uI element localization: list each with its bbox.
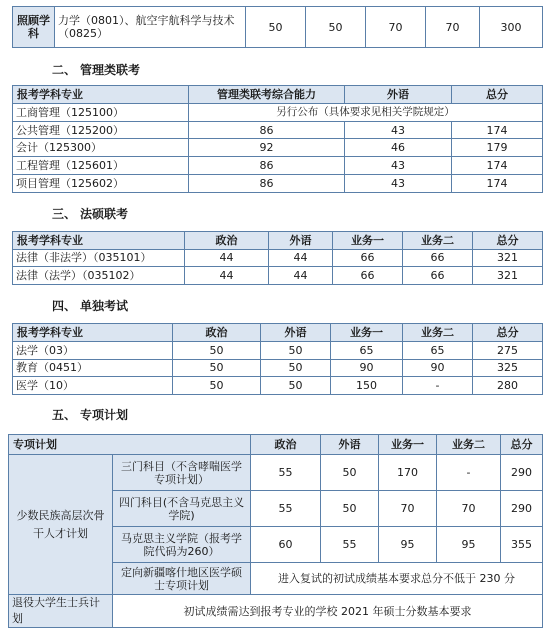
cell-score: 50 [261, 341, 331, 359]
header-total: 总分 [452, 86, 543, 104]
cell-score: 95 [379, 527, 437, 563]
table-row [13, 377, 543, 395]
table-row [13, 341, 543, 359]
header-subject-one: 业务一 [379, 435, 437, 455]
header-comprehensive: 管理类联考综合能力 [189, 86, 345, 104]
cell-score: 50 [261, 359, 331, 377]
cell-major: 医学（10） [13, 377, 173, 395]
header-foreign-language: 外语 [345, 86, 452, 104]
header-subject-one: 业务一 [331, 324, 403, 342]
cell-subject-category: 照顾学科 [13, 7, 55, 48]
cell-requirement-note: 进入复试的初试成绩基本要求总分不低于 230 分 [251, 563, 543, 595]
table-row [13, 139, 543, 157]
cell-total: 174 [452, 121, 543, 139]
table-row [13, 249, 543, 267]
section-heading-2 [52, 61, 140, 78]
header-major: 报考学科专业 [13, 232, 185, 250]
header-foreign-language: 外语 [269, 232, 333, 250]
cell-major: 法律（法学）（035102） [13, 267, 185, 285]
section-heading-5 [52, 406, 128, 423]
table-row [13, 175, 543, 193]
cell-politics: 50 [246, 7, 306, 48]
table-row [13, 7, 543, 48]
header-foreign-language: 外语 [261, 324, 331, 342]
section-number: 四、 [52, 299, 77, 313]
cell-score: 43 [345, 157, 452, 175]
header-total: 总分 [501, 435, 543, 455]
cell-score: - [437, 455, 501, 491]
table-row [13, 121, 543, 139]
cell-score: 50 [261, 377, 331, 395]
cell-score: 86 [189, 121, 345, 139]
section-title: 管理类联考 [80, 63, 141, 77]
cell-score: 44 [185, 267, 269, 285]
cell-major: 教育（0451） [13, 359, 173, 377]
cell-total: 290 [501, 455, 543, 491]
header-total: 总分 [473, 324, 543, 342]
cell-score: 65 [331, 341, 403, 359]
cell-plan-type: 定向新疆喀什地区医学硕士专项计划 [113, 563, 251, 595]
table-header-row [9, 435, 543, 455]
cell-score: 170 [379, 455, 437, 491]
header-subject-two: 业务二 [403, 324, 473, 342]
table-header-row [13, 324, 543, 342]
table-row [13, 157, 543, 175]
cell-plan-type: 四门科目(不含马克思主义学院) [113, 491, 251, 527]
cell-score: 50 [321, 491, 379, 527]
table-row [9, 455, 543, 491]
cell-score: 65 [403, 341, 473, 359]
cell-score: 70 [379, 491, 437, 527]
cell-score: 66 [333, 249, 403, 267]
cell-plan-group: 少数民族高层次骨干人才计划 [9, 455, 113, 595]
cell-subject-one: 70 [366, 7, 426, 48]
section-title: 法硕联考 [80, 207, 129, 221]
cell-score: 95 [437, 527, 501, 563]
cell-score: 86 [189, 157, 345, 175]
cell-total: 321 [473, 267, 543, 285]
table-header-row [13, 232, 543, 250]
section-number: 二、 [52, 63, 77, 77]
header-subject-two: 业务二 [403, 232, 473, 250]
table-special-plans [8, 434, 543, 628]
cell-total: 355 [501, 527, 543, 563]
table-header-row [13, 86, 543, 104]
cell-score: 43 [345, 121, 452, 139]
cell-subjects: 力学（0801）、航空宇航科学与技术（0825） [55, 7, 246, 48]
cell-major: 项目管理（125602） [13, 175, 189, 193]
cell-score: 50 [173, 359, 261, 377]
cell-score: 86 [189, 175, 345, 193]
table-law-exam [12, 231, 543, 285]
cell-score: 50 [173, 377, 261, 395]
table-management-exam [12, 85, 543, 193]
cell-score: 50 [321, 455, 379, 491]
table-row [13, 359, 543, 377]
section-number: 三、 [52, 207, 77, 221]
cell-score: 44 [185, 249, 269, 267]
cell-score: 43 [345, 175, 452, 193]
header-politics: 政治 [173, 324, 261, 342]
cell-total: 325 [473, 359, 543, 377]
cell-plan-type: 三门科目（不含哮喘医学专项计划） [113, 455, 251, 491]
cell-score: 55 [251, 455, 321, 491]
header-politics: 政治 [185, 232, 269, 250]
cell-score: 50 [173, 341, 261, 359]
cell-major: 法学（03） [13, 341, 173, 359]
header-subject-two: 业务二 [437, 435, 501, 455]
cell-total: 300 [480, 7, 543, 48]
table-row [9, 595, 543, 628]
cell-subject-two: 70 [426, 7, 480, 48]
cell-score: 55 [251, 491, 321, 527]
cell-foreign-language: 50 [306, 7, 366, 48]
cell-major: 工商管理（125100） [13, 103, 189, 121]
cell-score: 66 [333, 267, 403, 285]
cell-requirement-note: 初试成绩需达到报考专业的学校 2021 年硕士分数基本要求 [113, 595, 543, 628]
cell-total: 275 [473, 341, 543, 359]
table-independent-exam [12, 323, 543, 395]
cell-score: 66 [403, 249, 473, 267]
section-heading-3 [52, 205, 128, 222]
cell-score: 92 [189, 139, 345, 157]
cell-total: 280 [473, 377, 543, 395]
header-total: 总分 [473, 232, 543, 250]
cell-score: 90 [331, 359, 403, 377]
cell-score: 44 [269, 249, 333, 267]
table-row [13, 103, 543, 121]
cell-score: - [403, 377, 473, 395]
cell-total: 174 [452, 157, 543, 175]
section-title: 单独考试 [80, 299, 129, 313]
cell-score: 90 [403, 359, 473, 377]
cell-total: 290 [501, 491, 543, 527]
section-number: 五、 [52, 408, 77, 422]
header-plan: 专项计划 [9, 435, 251, 455]
header-foreign-language: 外语 [321, 435, 379, 455]
cell-score: 44 [269, 267, 333, 285]
cell-score: 66 [403, 267, 473, 285]
table-row [13, 267, 543, 285]
cell-score: 55 [321, 527, 379, 563]
section-title: 专项计划 [80, 408, 129, 422]
cell-major: 工程管理（125601） [13, 157, 189, 175]
cell-major: 公共管理（125200） [13, 121, 189, 139]
table-top-partial [12, 6, 543, 48]
cell-total: 179 [452, 139, 543, 157]
cell-total: 174 [452, 175, 543, 193]
cell-note: 另行公布（具体要求见相关学院规定） [189, 103, 543, 121]
header-major: 报考学科专业 [13, 324, 173, 342]
header-subject-one: 业务一 [333, 232, 403, 250]
cell-major: 法律（非法学）（035101） [13, 249, 185, 267]
cell-plan-type: 马克思主义学院（报考学院代码为260） [113, 527, 251, 563]
section-heading-4 [52, 297, 128, 314]
cell-plan-group: 退役大学生士兵计划 [9, 595, 113, 628]
cell-score: 70 [437, 491, 501, 527]
cell-score: 46 [345, 139, 452, 157]
header-politics: 政治 [251, 435, 321, 455]
cell-score: 150 [331, 377, 403, 395]
header-major: 报考学科专业 [13, 86, 189, 104]
cell-score: 60 [251, 527, 321, 563]
cell-total: 321 [473, 249, 543, 267]
cell-major: 会计（125300） [13, 139, 189, 157]
